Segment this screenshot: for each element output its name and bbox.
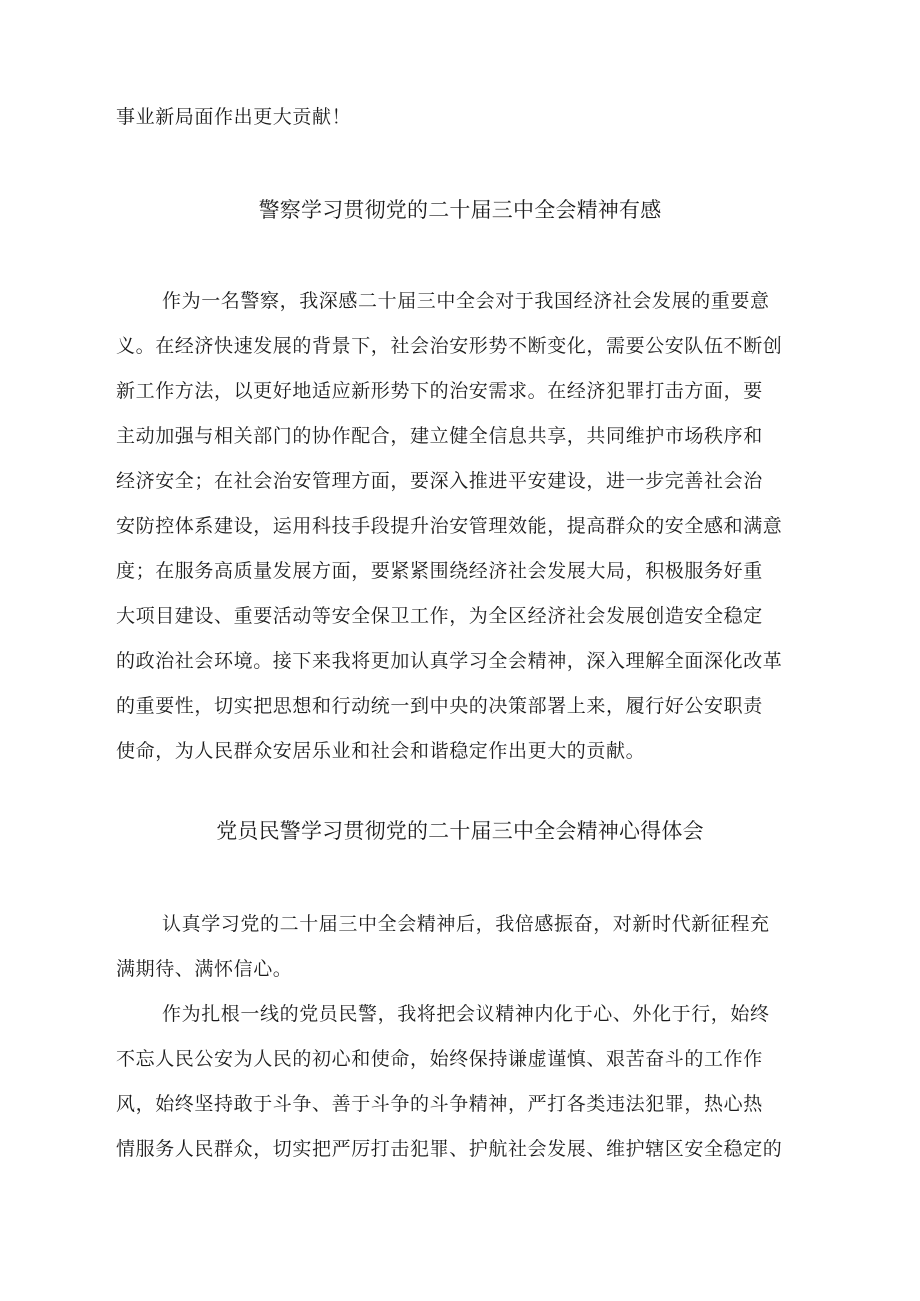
paragraph-line: 主动加强与相关部门的协作配合，建立健全信息共享，共同维护市场秩序和 [116,425,763,447]
paragraph-line: 的政治社会环境。接下来我将更加认真学习全会精神，深入理解全面深化改革 [116,650,783,672]
paragraph-line: 的重要性，切实把思想和行动统一到中央的决策部署上来，履行好公安职责 [116,695,763,717]
article-title: 警察学习贯彻党的二十届三中全会精神有感 [258,198,662,222]
paragraph-line: 风，始终坚持敢于斗争、善于斗争的斗争精神，严打各类违法犯罪，热心热 [116,1093,763,1115]
paragraph-line: 义。在经济快速发展的背景下，社会治安形势不断变化，需要公安队伍不断创 [116,335,783,357]
paragraph-line: 度；在服务高质量发展方面，要紧紧围绕经济社会发展大局，积极服务好重 [116,560,763,582]
paragraph-line: 满期待、满怀信心。 [116,958,293,980]
paragraph-line: 认真学习党的二十届三中全会精神后，我倍感振奋，对新时代新征程充 [162,913,770,935]
paragraph-line: 大项目建设、重要活动等安全保卫工作，为全区经济社会发展创造安全稳定 [116,605,763,627]
paragraph-line: 不忘人民公安为人民的初心和使命，始终保持谦虚谨慎、艰苦奋斗的工作作 [116,1048,763,1070]
paragraph-line: 新工作方法，以更好地适应新形势下的治安需求。在经济犯罪打击方面，要 [116,380,763,402]
paragraph-line: 作为一名警察，我深感二十届三中全会对于我国经济社会发展的重要意 [162,290,770,312]
paragraph-line: 情服务人民群众，切实把严厉打击犯罪、护航社会发展、维护辖区安全稳定的 [116,1138,783,1160]
paragraph-line: 安防控体系建设，运用科技手段提升治安管理效能，提高群众的安全感和满意 [116,515,783,537]
paragraph-line: 事业新局面作出更大贡献！ [116,106,352,128]
paragraph-line: 经济安全；在社会治安管理方面，要深入推进平安建设，进一步完善社会治 [116,470,763,492]
paragraph-line: 作为扎根一线的党员民警，我将把会议精神内化于心、外化于行，始终 [162,1003,770,1025]
article-title: 党员民警学习贯彻党的二十届三中全会精神心得体会 [216,819,704,843]
paragraph-line: 使命，为人民群众安居乐业和社会和谐稳定作出更大的贡献。 [116,740,646,762]
